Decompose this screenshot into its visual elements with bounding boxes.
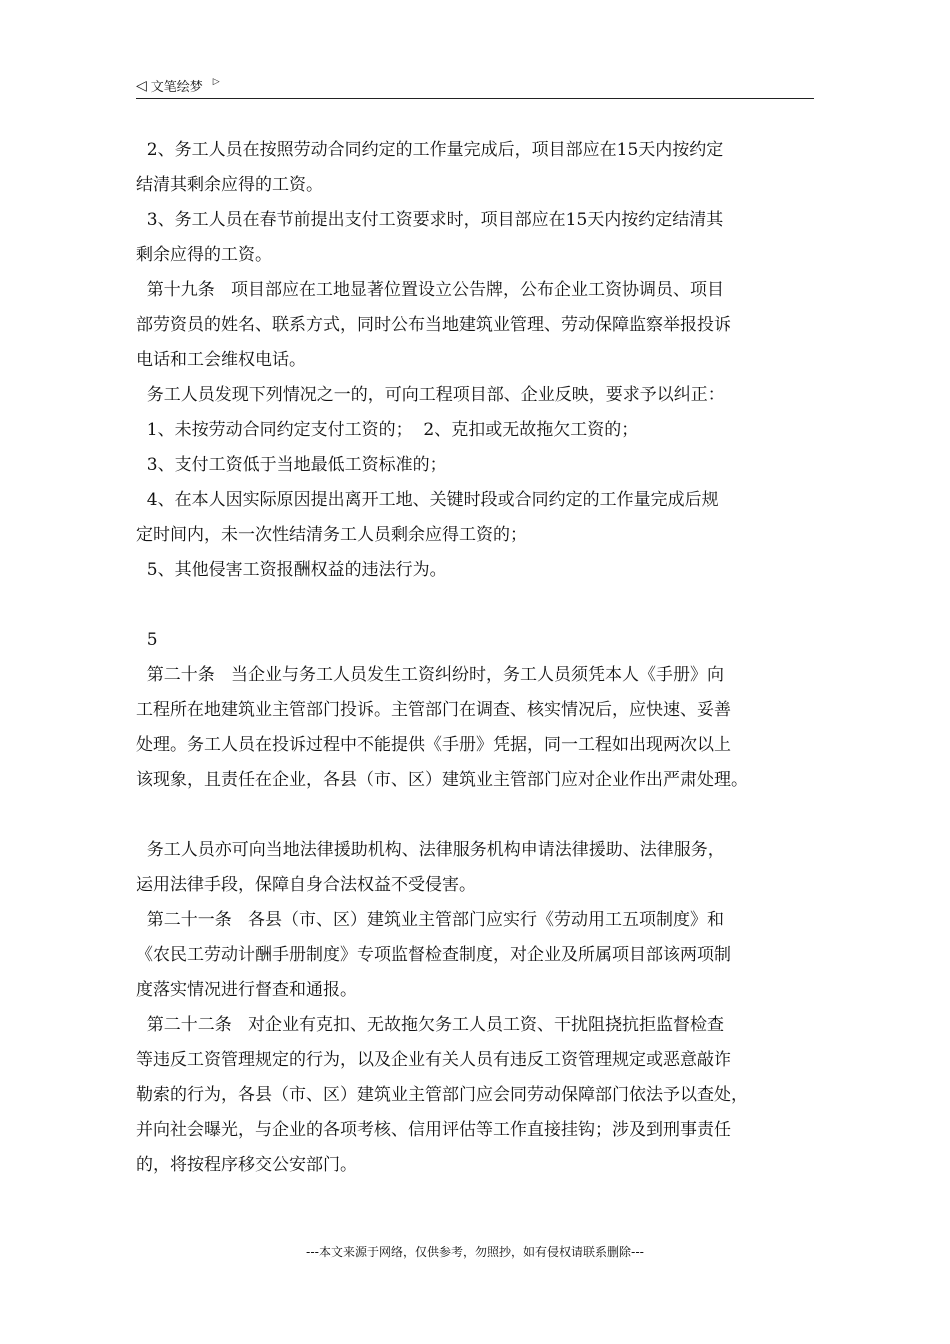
body-line: 电话和工会维权电话。 [136,350,306,370]
brand-name: 文笔绘梦 [150,80,203,95]
body-line: 部劳资员的姓名、联系方式，同时公布当地建筑业管理、劳动保障监察举报投诉 [136,315,731,335]
body-line: 度落实情况进行督查和通报。 [136,980,357,1000]
body-line: 3、支付工资低于当地最低工资标准的； [136,455,447,475]
body-line: 2、务工人员在按照劳动合同约定的工作量完成后，项目部应在15天内按约定 [136,140,724,160]
body-line: 务工人员发现下列情况之一的，可向工程项目部、企业反映，要求予以纠正： [136,385,725,405]
body-line: 《农民工劳动计酬手册制度》专项监督检查制度，对企业及所属项目部该两项制 [136,945,731,965]
body-line: 5、其他侵害工资报酬权益的违法行为。 [136,560,447,580]
blank-line [136,798,826,833]
footer-disclaimer: ---本文来源于网络，仅供参考，勿照抄，如有侵权请联系删除--- [306,1245,644,1259]
body-line: 勒索的行为，各县（市、区）建筑业主管部门应会同劳动保障部门依法予以查处， [136,1085,748,1105]
body-line: 第二十二条 对企业有克扣、无故拖欠务工人员工资、干扰阻挠抗拒监督检查 [136,1015,725,1035]
body-line: 第二十一条 各县（市、区）建筑业主管部门应实行《劳动用工五项制度》和 [136,910,725,930]
body-line: 剩余应得的工资。 [136,245,272,265]
body-line: 4、在本人因实际原因提出离开工地、关键时段或合同约定的工作量完成后规 [136,490,719,510]
triangle-right-icon: ▷ [212,76,220,87]
body-line: 3、务工人员在春节前提出支付工资要求时，项目部应在15天内按约定结清其 [136,210,724,230]
body-line: 1、未按劳动合同约定支付工资的； 2、克扣或无故拖欠工资的； [136,420,639,440]
body-line: 定时间内，未一次性结清务工人员剩余应得工资的； [136,525,527,545]
triangle-left-icon: ◁ [136,77,147,94]
body-line: 等违反工资管理规定的行为，以及企业有关人员有违反工资管理规定或恶意敲诈 [136,1050,731,1070]
body-line: 并向社会曝光，与企业的各项考核、信用评估等工作直接挂钩；涉及到刑事责任 [136,1120,731,1140]
body-line: 第二十条 当企业与务工人员发生工资纠纷时，务工人员须凭本人《手册》向 [136,665,725,685]
body-line: 工程所在地建筑业主管部门投诉。主管部门在调查、核实情况后，应快速、妥善 [136,700,731,720]
body-line: 处理。务工人员在投诉过程中不能提供《手册》凭据，同一工程如出现两次以上 [136,735,731,755]
body-line: 务工人员亦可向当地法律援助机构、法律服务机构申请法律援助、法律服务， [136,840,725,860]
body-line: 结清其剩余应得的工资。 [136,175,323,195]
body-line: 该现象，且责任在企业，各县（市、区）建筑业主管部门应对企业作出严肃处理。 [136,770,748,790]
page-header [136,70,814,99]
body-line: 运用法律手段，保障自身合法权益不受侵害。 [136,875,476,895]
body-line: 的，将按程序移交公安部门。 [136,1155,357,1175]
body-line: 5 [136,630,158,650]
body-line: 第十九条 项目部应在工地显著位置设立公告牌，公布企业工资协调员、项目 [136,280,725,300]
blank-line [136,588,826,623]
document-body [136,133,826,1183]
brand [136,76,220,95]
